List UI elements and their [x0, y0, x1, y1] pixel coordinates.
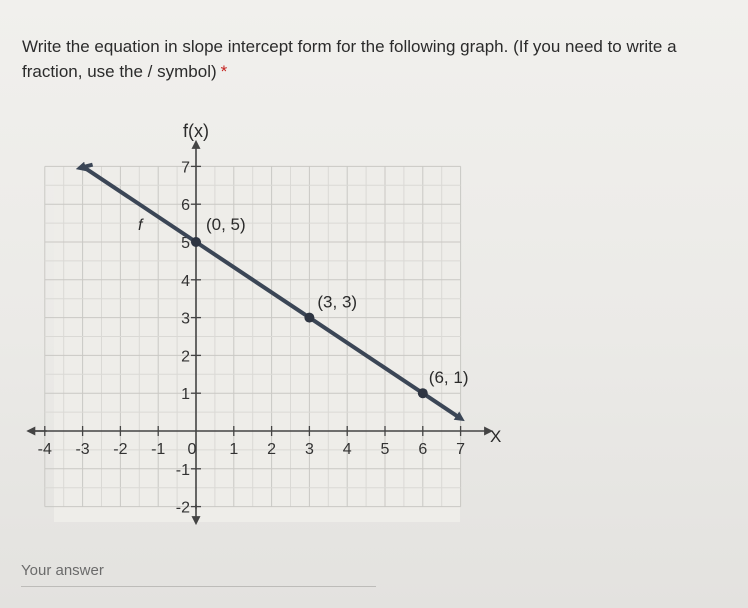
x-tick-label: 1: [229, 441, 239, 458]
point-marker: [304, 313, 314, 323]
y-tick-label: 1: [181, 386, 190, 404]
y-tick-label: 7: [181, 159, 190, 177]
x-tick-label: 4: [342, 441, 352, 458]
x-tick-label: -4: [37, 441, 52, 458]
point-label: (0, 5): [206, 215, 246, 234]
x-tick-label: -3: [75, 441, 90, 458]
y-axis-label: f(x): [183, 121, 209, 141]
question-text: Write the equation in slope intercept form for the following graph. (If you need to write a fraction, use the / symbol): [22, 37, 677, 81]
x-tick-label: 5: [380, 441, 390, 458]
y-tick-label: 2: [181, 348, 190, 366]
x-tick-label: 0: [187, 441, 197, 458]
x-tick-label: -2: [113, 441, 128, 458]
y-tick-label: -2: [175, 499, 190, 517]
y-tick-label: -1: [175, 461, 190, 479]
x-tick-label: 2: [267, 441, 277, 458]
point-label: (6, 1): [428, 368, 469, 388]
answer-underline: [21, 586, 376, 587]
x-axis-label: X: [490, 427, 502, 446]
y-tick-label: 4: [181, 272, 190, 290]
point-label: (3, 3): [317, 292, 358, 312]
answer-input[interactable]: Your answer: [21, 562, 104, 579]
point-marker: [418, 388, 428, 398]
x-tick-label: 7: [456, 441, 466, 458]
point-marker: [191, 237, 201, 247]
y-tick-label: 3: [181, 310, 190, 328]
x-tick-label: 6: [418, 441, 428, 458]
required-asterisk: *: [220, 62, 228, 81]
line-label: f: [138, 217, 143, 234]
x-tick-label: -1: [151, 441, 166, 458]
y-tick-label: 5: [181, 235, 190, 252]
x-tick-label: 3: [304, 441, 314, 458]
y-tick-label: 6: [181, 197, 190, 215]
